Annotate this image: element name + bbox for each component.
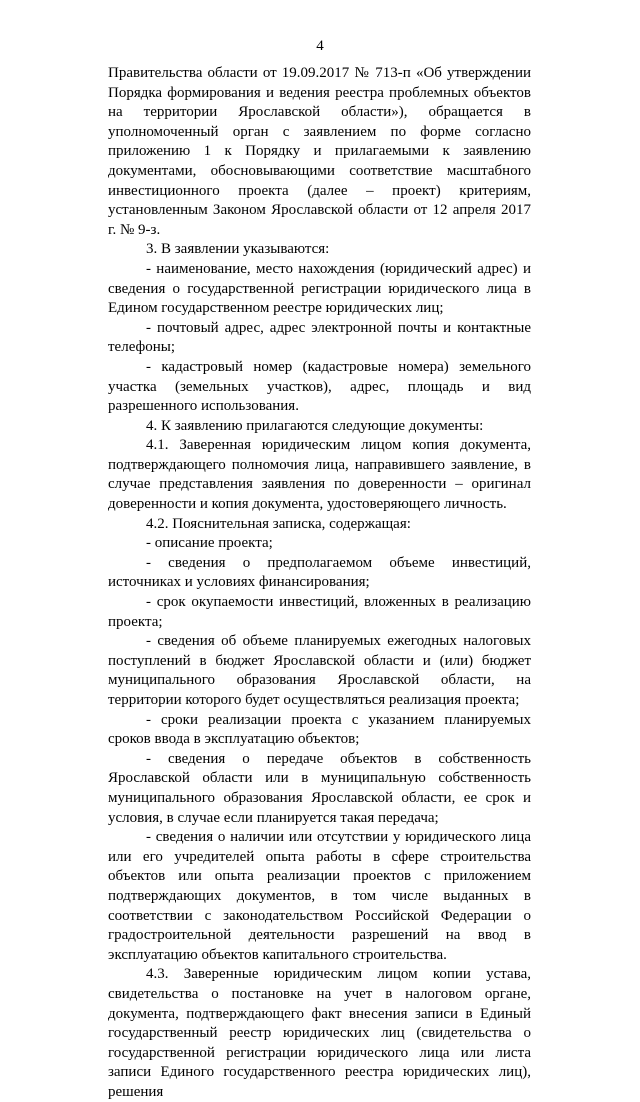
document-body [108, 64, 531, 1102]
page-number: 4 [316, 38, 324, 54]
paragraph-continuation: Правительства области от 19.09.2017 № 713-п «Об утверждении Порядка формирования и ведения реестра проблемных объектов на территории Ярославской области»), обращается в уполномоченный орган с заявлением по форме согласно приложению 1 к Порядку и прилагаемыми к заявлению документами, обосновывающими соответствие масштабного инвестиционного проекта (далее – проект) критериям, установленным Законом Ярославской области от 12 апреля 2017 г. № 9-з. [108, 65, 531, 238]
paragraph-item-3-address: - почтовый адрес, адрес электронной почты и контактные телефоны; [108, 319, 531, 356]
paragraph-item-4-2-heading: 4.2. Пояснительная записка, содержащая: [146, 515, 411, 532]
paragraph-item-4-1: 4.1. Заверенная юридическим лицом копия документа, подтверждающего полномочия лица, направившего заявление, в случае представления заявления по доверенности – оригинал доверенности и копия документа, удостоверяющего личность. [108, 437, 531, 513]
paragraph-item-3-cadastral: - кадастровый номер (кадастровые номера) земельного участка (земельных участков), адрес, площадь и вид разрешенного использования. [108, 358, 531, 415]
paragraph-item-4-2-payback: - срок окупаемости инвестиций, вложенных в реализацию проекта; [108, 594, 531, 630]
paragraph-item-4-heading: 4. К заявлению прилагаются следующие документы: [146, 417, 484, 434]
paragraph-item-4-2-transfer: - сведения о передаче объектов в собственность Ярославской области или в муниципальную собственность муниципального образования Ярославской области, ее срок и условия, в случае если планируется такая передача; [108, 750, 531, 826]
paragraph-item-4-2-tax: - сведения об объеме планируемых ежегодных налоговых поступлений в бюджет Ярославской области и (или) бюджет муниципального образования Ярославской области, на территории которого будет осуществляться реализация проекта; [108, 633, 531, 708]
paragraph-item-4-2-description: - описание проекта; [146, 535, 273, 552]
paragraph-item-4-2-terms: - сроки реализации проекта с указанием планируемых сроков ввода в эксплуатацию объектов; [108, 711, 531, 748]
paragraph-item-4-2-experience: - сведения о наличии или отсутствии у юридического лица или его учредителей опыта работы в сфере строительства объектов или опыта реализации проектов с приложением подтверждающих документов, в том числе выданных в соответствии с законодательством Российской Федерации о градостроительной деятельности разрешений на ввод в эксплуатацию объектов капитального строительства. [108, 829, 531, 963]
paragraph-item-3-name: - наименование, место нахождения (юридический адрес) и сведения о государственной регистрации юридического лица в Едином государственном реестре юридических лиц; [108, 260, 531, 317]
paragraph-item-4-2-investment: - сведения о предполагаемом объеме инвестиций, источниках и условиях финансирования; [108, 554, 531, 591]
paragraph-item-3-heading: 3. В заявлении указываются: [146, 241, 330, 258]
paragraph-item-4-3: 4.3. Заверенные юридическим лицом копии устава, свидетельства о постановке на учет в налоговом органе, документа, подтверждающего факт внесения записи в Единый государственный реестр юридических лиц (свидетельства о государственной регистрации юридического лица или листа записи Единого государственного реестра юридических лиц), решения [108, 966, 531, 1100]
